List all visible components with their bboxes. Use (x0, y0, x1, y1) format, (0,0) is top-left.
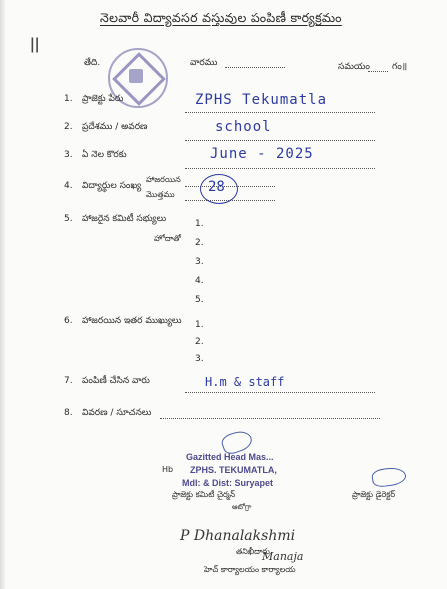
day-label: వారము (190, 58, 218, 68)
form-title: నెలవారీ విద్యావసర వస్తువుల పంపిణీ కార్యక్రమం (100, 10, 342, 25)
others-number: 2. (195, 337, 204, 347)
committee-chair-label: ప్రాజెక్టు కమిటీ చైర్మన్ (172, 490, 236, 499)
field-line (185, 112, 375, 113)
committee-designation-label: హోదాతో (154, 234, 181, 243)
inspector-initials: Manaja (262, 550, 304, 563)
field-label-project-name: ప్రాజెక్టు పేరు (82, 94, 124, 104)
inspector-label: తనిఖీదారు (236, 547, 270, 556)
page-edge-shadow (0, 0, 6, 589)
field-number: 5. (64, 214, 73, 224)
committee-number: 2. (195, 238, 204, 248)
field-number: 6. (64, 316, 73, 326)
field-number: 2. (64, 122, 73, 132)
field-value-month: June - 2025 (210, 146, 314, 162)
field-line (185, 140, 375, 141)
field-line (185, 392, 375, 393)
field-number: 1. (64, 94, 73, 104)
field-label-distributed-by: పంపిణీ చేసిన వారు (82, 376, 150, 386)
field-label-month: ఏ నెల కొరకు (82, 150, 127, 160)
committee-number: 5. (195, 295, 204, 305)
stamp-line-1: Gazitted Head Mas... (186, 452, 274, 462)
field-value-distributed-by: H.m & staff (205, 375, 285, 389)
others-number: 3. (195, 354, 204, 364)
others-number: 1. (195, 320, 204, 330)
field-number: 3. (64, 150, 73, 160)
committee-chair-sub: ఆటోగ్రా (232, 503, 252, 511)
field-label-students: విద్యార్థుల సంఖ్య (82, 181, 142, 191)
field-value-location: school (215, 119, 272, 135)
committee-number: 3. (195, 257, 204, 267)
field-line (185, 168, 375, 169)
field-label-committee: హాజరైన కమిటీ సభ్యులు (82, 214, 167, 224)
field-label-others: హాజరయిన ఇతర ముఖ్యులు (82, 316, 182, 326)
field-number: 8. (64, 408, 73, 418)
field-number: 7. (64, 376, 73, 386)
time-label: సమయం (338, 62, 370, 72)
director-signature (371, 466, 407, 489)
director-label: ప్రాజెక్టు డైరెక్టర్ (352, 490, 396, 499)
margin-mark: ǀǀ (30, 34, 40, 53)
committee-number: 1. (195, 219, 204, 229)
inspector-signature: P Dhanalakshmi (180, 528, 296, 544)
inspector-sub-label: హెచ్ కార్యాలయం కార్యాలయ (204, 565, 296, 574)
field-value-students: 28 (208, 179, 225, 195)
students-present-label: హాజరయిన (146, 175, 181, 184)
field-number: 4. (64, 181, 73, 191)
students-total-label: మొత్తము (146, 190, 175, 199)
hours-label: గం॥ (392, 62, 408, 72)
field-label-location: ప్రదేశము / అవరణ (82, 122, 148, 132)
time-line (368, 71, 388, 72)
field-value-project-name: ZPHS Tekumatla (195, 92, 328, 108)
stamp-line-2: ZPHS. TEKUMATLA, (190, 465, 277, 475)
field-line (160, 418, 380, 419)
stamp-prefix: Hb (162, 465, 174, 474)
date-label: తేది. (84, 58, 101, 68)
field-label-remarks: వివరణ / సూచనలు (82, 408, 152, 418)
stamp-line-3: Mdl: & Dist: Suryapet (182, 478, 274, 488)
committee-number: 4. (195, 276, 204, 286)
day-line (225, 67, 285, 68)
